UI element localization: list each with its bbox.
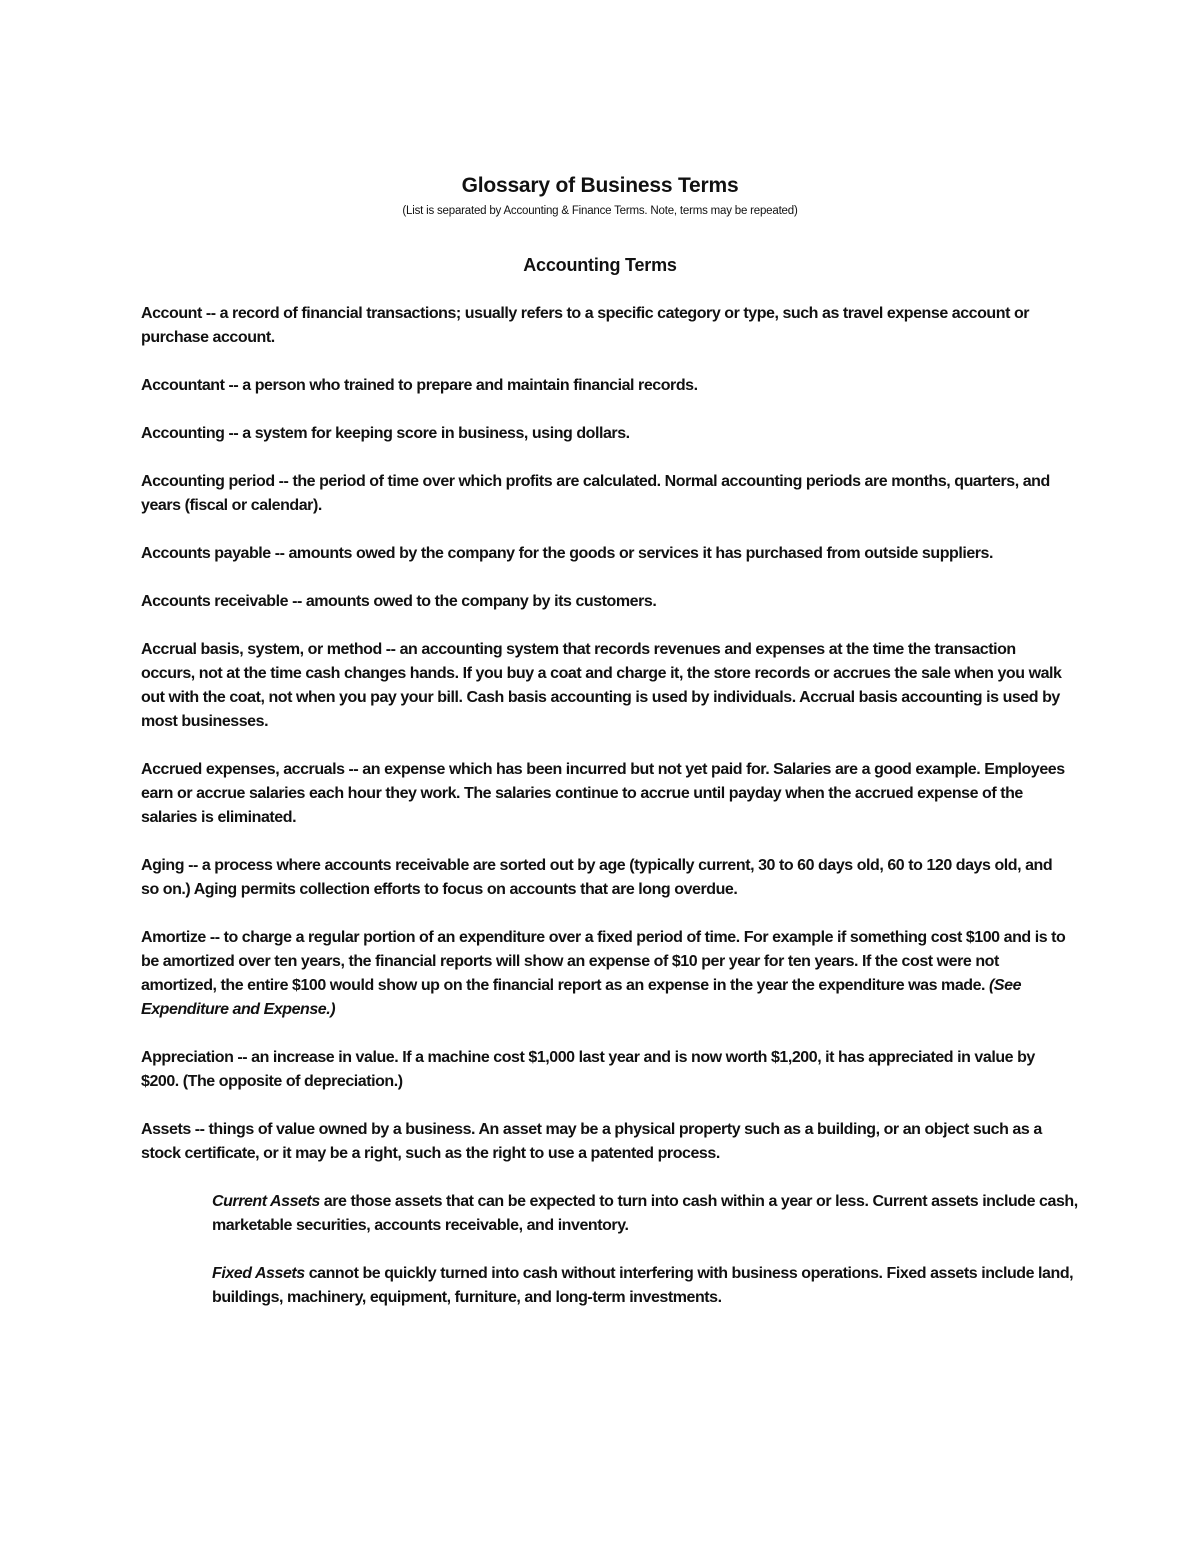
entry-term: Accountant: [141, 377, 225, 394]
entry-separator: --: [224, 377, 243, 394]
entry-definition: the period of time over which profits are calculated. Normal accounting periods are months, quarters, and years (fiscal or calendar).: [141, 473, 1050, 514]
entry-term: Assets: [141, 1121, 191, 1138]
entry-separator: --: [288, 593, 306, 610]
entry-definition: amounts owed by the company for the goods or services it has purchased from outside suppliers.: [288, 545, 994, 562]
glossary-entry-accounts-payable: [141, 542, 1071, 566]
entry-separator: --: [184, 857, 202, 874]
entry-term: Accounting: [141, 425, 225, 442]
entry-term: Accrued expenses, accruals: [141, 761, 345, 778]
entry-separator: --: [201, 305, 220, 322]
entry-definition: an increase in value. If a machine cost $1,000 last year and is now worth $1,200, it has appreciated in value by $200. (The opposite of depreciation.): [141, 1049, 1035, 1090]
entry-term: Account: [141, 305, 202, 322]
entry-term: Aging: [141, 857, 185, 874]
entry-term: Accounts payable: [141, 545, 271, 562]
entry-separator: --: [344, 761, 363, 778]
entry-term: Accounts receivable: [141, 593, 289, 610]
entry-separator: --: [381, 641, 400, 658]
glossary-entry-accrued-expenses: [141, 758, 1071, 830]
entry-definition: an accounting system that records revenues and expenses at the time the transaction occurs, not at the time cash changes hands. If you buy a coat and charge it, the store records or accrues the sale when you walk out with the coat, not when you pay your bill. Cash basis accounting is used by individuals. Accrual basis accounting is used by most businesses.: [141, 641, 1062, 730]
entry-definition: a record of financial transactions; usually refers to a specific category or type, such as travel expense account or purchase account.: [141, 305, 1030, 346]
glossary-list: [141, 302, 1078, 1334]
glossary-subentry-current-assets: [212, 1190, 1082, 1238]
entry-term: Accounting period: [141, 473, 275, 490]
entry-separator: --: [205, 929, 224, 946]
glossary-subentry-fixed-assets: [212, 1262, 1082, 1310]
entry-definition: things of value owned by a business. An asset may be a physical property such as a building, or an object such as a stock certificate, or it may be a right, such as the right to use a patented process.: [141, 1121, 1042, 1162]
entry-definition: a system for keeping score in business, using dollars.: [242, 425, 630, 442]
entry-separator: --: [190, 1121, 209, 1138]
entry-see-also-note: (See Expenditure and Expense.): [141, 977, 1022, 1018]
subentry-definition: are those assets that can be expected to turn into cash within a year or less. Current assets include cash, marketable securities, accounts receivable, and inventory.: [212, 1193, 1078, 1234]
glossary-entry-assets: [141, 1118, 1071, 1166]
glossary-entry-accrual-basis: [141, 638, 1071, 734]
glossary-entry-accountant: [141, 374, 1071, 398]
glossary-entry-accounts-receivable: [141, 590, 1071, 614]
glossary-entry-accounting: [141, 422, 1071, 446]
entry-term: Accrual basis, system, or method: [141, 641, 382, 658]
entry-definition: amounts owed to the company by its customers.: [305, 593, 657, 610]
page-subtitle: (List is separated by Accounting & Finance Terms. Note, terms may be repeated): [402, 205, 798, 217]
glossary-entry-appreciation: [141, 1046, 1071, 1094]
glossary-entry-amortize: [141, 926, 1071, 1022]
entry-definition: an expense which has been incurred but not yet paid for. Salaries are a good example. Employees earn or accrue salaries each hour they work. The salaries continue to accrue until payday when the accrued expense of the salaries is eliminated.: [141, 761, 1065, 826]
entry-term: Appreciation: [141, 1049, 234, 1066]
glossary-entry-accounting-period: [141, 470, 1071, 518]
glossary-entry-aging: [141, 854, 1071, 902]
subentry-definition: cannot be quickly turned into cash without interfering with business operations. Fixed assets include land, buildings, machinery, equipment, furniture, and long-term investments.: [212, 1265, 1074, 1306]
entry-separator: --: [233, 1049, 252, 1066]
page-title: Glossary of Business Terms: [461, 174, 739, 197]
section-title: Accounting Terms: [523, 255, 677, 275]
entry-definition: a person who trained to prepare and maintain financial records.: [242, 377, 698, 394]
entry-definition: a process where accounts receivable are sorted out by age (typically current, 30 to 60 days old, 60 to 120 days old, and so on.) Aging permits collection efforts to focus on accounts that are long overdue.: [141, 857, 1053, 898]
entry-separator: --: [270, 545, 289, 562]
entry-separator: --: [274, 473, 293, 490]
entry-separator: --: [224, 425, 243, 442]
subentry-term: Fixed Assets: [212, 1265, 305, 1282]
entry-term: Amortize: [141, 929, 206, 946]
glossary-entry-account: [141, 302, 1071, 350]
entry-definition: to charge a regular portion of an expenditure over a fixed period of time. For example if something cost $100 and is to be amortized over ten years, the financial reports will show an expense of $10 per year for ten years. If the cost were not amortized, the entire $100 would show up on the financial report as an expense in the year the expenditure was made.: [141, 929, 1066, 994]
subentry-term: Current Assets: [212, 1193, 320, 1210]
